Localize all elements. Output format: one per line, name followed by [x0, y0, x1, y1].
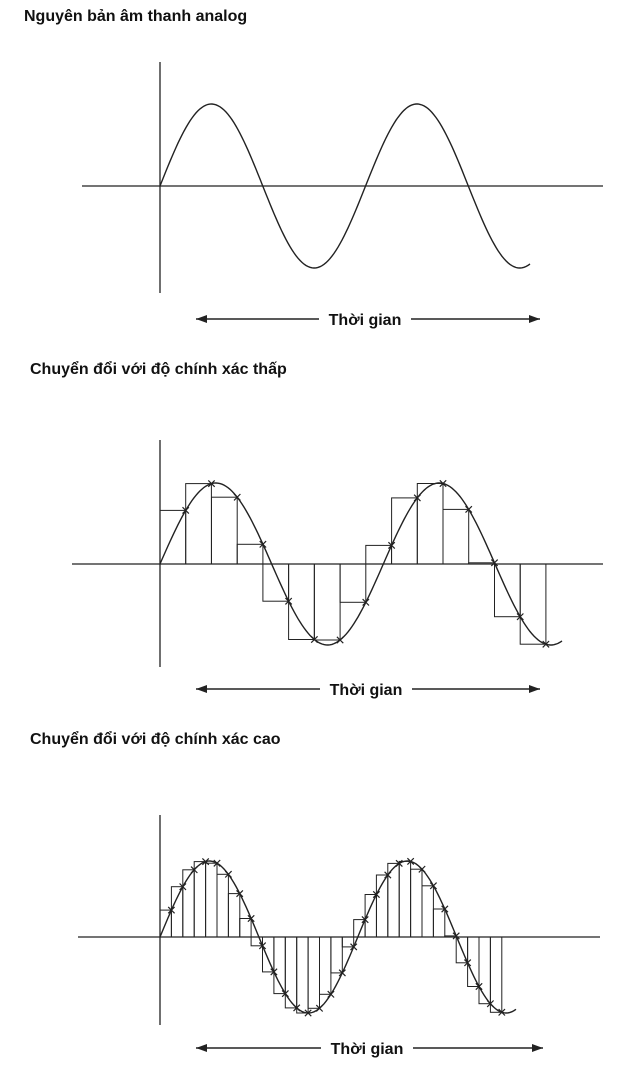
arrowhead-right [532, 1044, 543, 1052]
quantized-step [392, 498, 418, 564]
quantized-step [212, 497, 238, 564]
quantized-step [289, 564, 315, 640]
quantized-step [240, 919, 251, 938]
quantized-step [194, 862, 205, 937]
quantized-step [411, 869, 422, 937]
quantized-step [186, 484, 212, 564]
quantized-step [490, 937, 501, 1012]
panel-analog-original [0, 0, 640, 340]
quantized-step [314, 564, 340, 640]
quantized-step [520, 564, 546, 644]
arrowhead-right [529, 685, 540, 693]
quantized-step [417, 484, 443, 565]
arrowhead-left [196, 685, 207, 693]
panel-title: Chuyển đổi với độ chính xác cao [30, 731, 281, 748]
axes [82, 62, 603, 293]
quantized-step [479, 937, 490, 1004]
axes [72, 440, 603, 667]
quantized-steps [160, 861, 502, 1013]
arrowhead-left [196, 315, 207, 323]
time-label: Thời gian [328, 312, 402, 329]
quantized-step [206, 863, 217, 937]
panel-low-resolution [0, 355, 640, 715]
quantized-step [217, 874, 228, 937]
high-resolution-diagram [0, 725, 640, 1082]
panel-high-resolution [0, 725, 640, 1082]
analog-waveform-diagram [0, 0, 640, 340]
panel-title: Nguyên bản âm thanh analog [24, 8, 248, 25]
quantized-step [228, 894, 239, 937]
quantized-step [263, 564, 289, 601]
quantized-step [237, 544, 263, 564]
quantized-steps [160, 484, 546, 645]
time-label: Thời gian [330, 1041, 404, 1058]
quantized-step [183, 870, 194, 937]
panel-title: Chuyển đổi với độ chính xác thấp [30, 361, 287, 378]
quantized-step [274, 937, 285, 994]
time-label: Thời gian [329, 682, 403, 699]
quantized-step [433, 909, 444, 937]
quantized-step [297, 937, 308, 1013]
quantized-step [340, 564, 366, 602]
quantized-step [320, 937, 331, 994]
quantized-step [308, 937, 319, 1008]
arrowhead-right [529, 315, 540, 323]
quantized-step [399, 861, 410, 937]
quantized-step [443, 509, 469, 564]
quantized-step [422, 886, 433, 937]
axes [78, 815, 600, 1025]
quantized-step [331, 937, 342, 973]
arrowhead-left [196, 1044, 207, 1052]
low-resolution-diagram [0, 355, 640, 715]
quantized-step [388, 863, 399, 937]
